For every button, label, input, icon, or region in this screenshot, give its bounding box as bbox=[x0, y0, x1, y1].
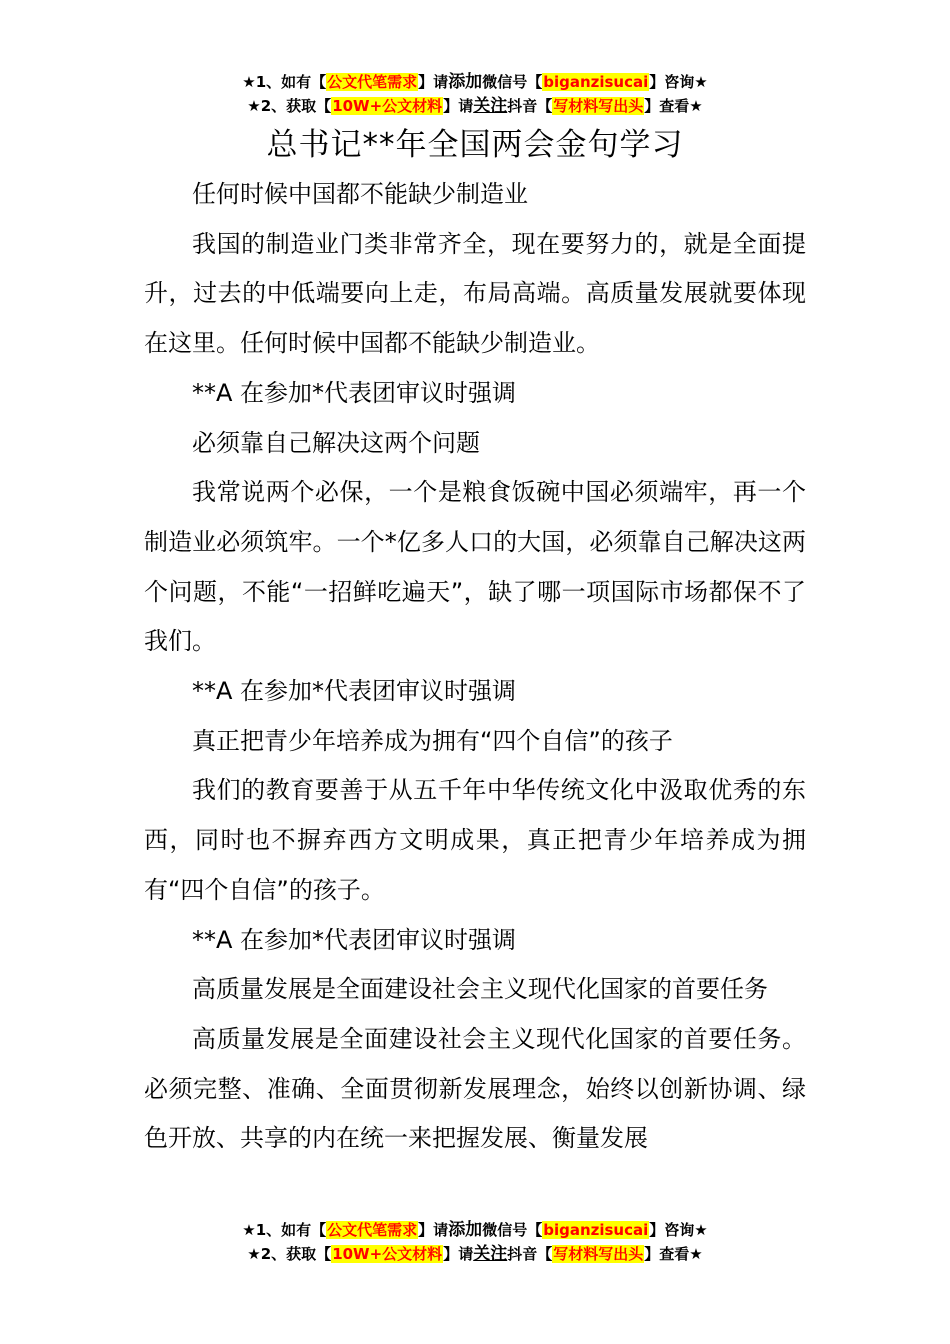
document-body bbox=[144, 170, 806, 1164]
promo-text: 】请 bbox=[418, 1221, 449, 1239]
promo-highlight: 10W+公文材料 bbox=[332, 97, 443, 115]
promo-emphasis: 添加 bbox=[448, 1220, 483, 1240]
promo-line-1 bbox=[0, 1218, 950, 1242]
promo-text: 】请 bbox=[443, 97, 474, 115]
promo-text: 】请 bbox=[443, 1245, 474, 1263]
promo-line-2 bbox=[0, 94, 950, 118]
promo-prefix: ★1、如有【 bbox=[242, 1221, 327, 1239]
promo-wechat-id: biganzisucai bbox=[543, 73, 649, 91]
promo-suffix: 】咨询★ bbox=[649, 1221, 708, 1239]
promo-suffix: 】咨询★ bbox=[649, 73, 708, 91]
promo-text: 抖音【 bbox=[507, 1245, 553, 1263]
promo-prefix: ★2、获取【 bbox=[247, 1245, 332, 1263]
body-paragraph: 我常说两个必保，一个是粮食饭碗中国必须端牢，再一个制造业必须筑牢。一个*亿多人口的大国，必须靠自己解决这两个问题，不能“一招鲜吃遍天”，缺了哪一项国际市场都保不了我们。 bbox=[144, 478, 806, 656]
promo-wechat-id: biganzisucai bbox=[543, 1221, 649, 1239]
promo-text: 微信号【 bbox=[482, 73, 543, 91]
promo-prefix: ★2、获取【 bbox=[247, 97, 332, 115]
body-paragraph: 我们的教育要善于从五千年中华传统文化中汲取优秀的东西，同时也不摒弃西方文明成果，真正把青少年培养成为拥有“四个自信”的孩子。 bbox=[144, 776, 806, 904]
promo-text: 抖音【 bbox=[507, 97, 553, 115]
section-heading: 任何时候中国都不能缺少制造业 bbox=[192, 180, 528, 208]
promo-douyin-account: 写材料写出头 bbox=[553, 97, 644, 115]
promo-emphasis: 添加 bbox=[448, 72, 483, 92]
promo-prefix: ★1、如有【 bbox=[242, 73, 327, 91]
promo-emphasis: 关注 bbox=[473, 96, 508, 116]
promo-suffix: 】查看★ bbox=[644, 97, 703, 115]
document-title: 总书记**年全国两会金句学习 bbox=[266, 127, 684, 163]
promo-suffix: 】查看★ bbox=[644, 1245, 703, 1263]
source-attribution: **A 在参加*代表团审议时强调 bbox=[192, 925, 517, 954]
promo-line-1 bbox=[0, 70, 950, 94]
promo-douyin-account: 写材料写出头 bbox=[553, 1245, 644, 1263]
promo-text: 微信号【 bbox=[482, 1221, 543, 1239]
promo-line-2 bbox=[0, 1242, 950, 1266]
source-attribution: **A 在参加*代表团审议时强调 bbox=[192, 378, 517, 407]
body-paragraph: 我国的制造业门类非常齐全，现在要努力的，就是全面提升，过去的中低端要向上走，布局高端。高质量发展就要体现在这里。任何时候中国都不能缺少制造业。 bbox=[144, 229, 806, 358]
section-heading: 必须靠自己解决这两个问题 bbox=[192, 428, 480, 457]
section-heading: 真正把青少年培养成为拥有“四个自信”的孩子 bbox=[192, 726, 673, 755]
section-heading: 高质量发展是全面建设社会主义现代化国家的首要任务 bbox=[192, 975, 768, 1004]
promo-highlight: 公文代笔需求 bbox=[327, 73, 418, 91]
promo-text: 】请 bbox=[418, 73, 449, 91]
footer-promo-banner bbox=[0, 1218, 950, 1266]
promo-highlight: 公文代笔需求 bbox=[327, 1221, 418, 1239]
promo-emphasis: 关注 bbox=[473, 1244, 508, 1264]
body-paragraph: 高质量发展是全面建设社会主义现代化国家的首要任务。必须完整、准确、全面贯彻新发展理念，始终以创新协调、绿色开放、共享的内在统一来把握发展、衡量发展 bbox=[144, 1024, 806, 1153]
source-attribution: **A 在参加*代表团审议时强调 bbox=[192, 677, 517, 706]
header-promo-banner bbox=[0, 70, 950, 118]
promo-highlight: 10W+公文材料 bbox=[332, 1245, 443, 1263]
